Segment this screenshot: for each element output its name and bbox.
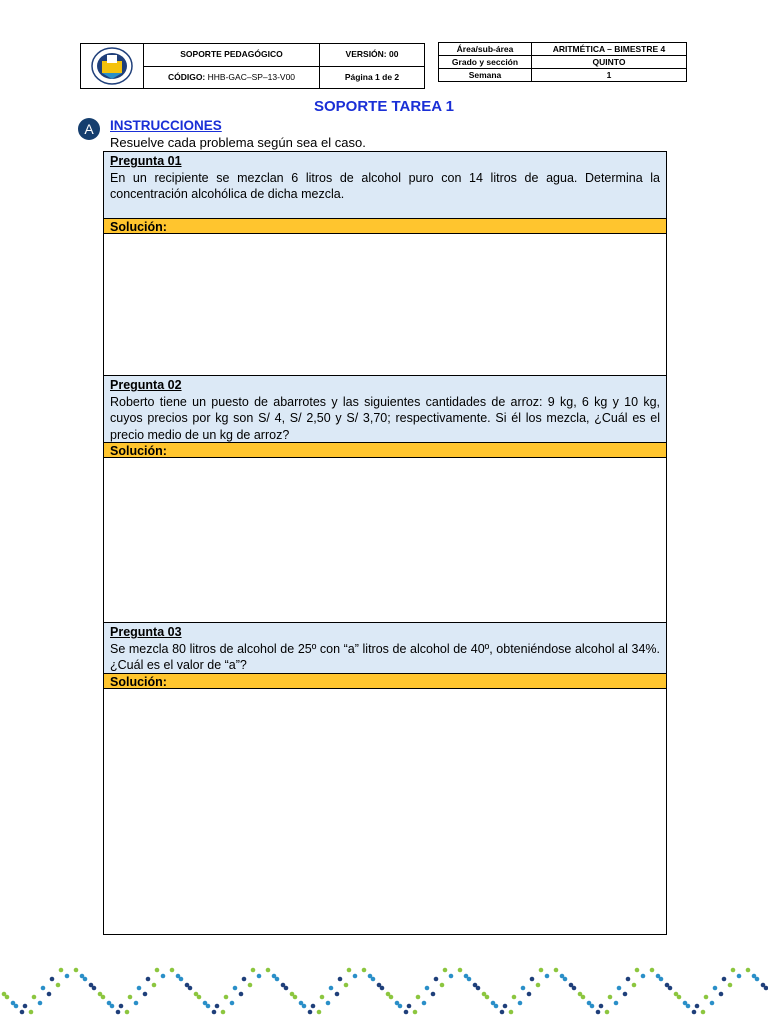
pattern-dot [512, 995, 517, 1000]
header-left-table [80, 43, 425, 89]
pattern-dot [239, 992, 244, 997]
pattern-dot [128, 995, 133, 1000]
pattern-dot [20, 1010, 25, 1015]
section-badge: A [78, 118, 100, 140]
pattern-dot [599, 1004, 604, 1009]
pattern-dot [266, 968, 271, 973]
question-label: Pregunta 02 [110, 378, 182, 392]
pattern-dot [746, 968, 751, 973]
pattern-dot [596, 1010, 601, 1015]
pattern-dot [38, 1001, 43, 1006]
pattern-dot [206, 1004, 211, 1009]
pattern-dot [5, 995, 10, 1000]
pattern-dot [179, 977, 184, 982]
school-crest-icon [90, 46, 134, 86]
question-label: Pregunta 03 [110, 625, 182, 639]
pattern-dot [50, 977, 55, 982]
pattern-dot [338, 977, 343, 982]
pattern-dot [221, 1010, 226, 1015]
pattern-dot [161, 974, 166, 979]
pattern-dot [467, 977, 472, 982]
pattern-dot [152, 983, 157, 988]
pattern-dot [101, 995, 106, 1000]
pattern-dot [119, 1004, 124, 1009]
pattern-dot [722, 977, 727, 982]
pattern-dot [425, 986, 430, 991]
question-text: En un recipiente se mezclan 6 litros de alcohol puro con 14 litros de agua. Determina la concentración alcohólica de dicha mezcla. [110, 170, 660, 201]
pattern-dot [509, 1010, 514, 1015]
pattern-dot [494, 1004, 499, 1009]
pattern-dot [626, 977, 631, 982]
pattern-dot [692, 1010, 697, 1015]
pattern-dot [56, 983, 61, 988]
pattern-dot [257, 974, 262, 979]
header-code-value: HHB-GAC–SP–13-V00 [207, 71, 296, 82]
solution-label: Solución: [104, 218, 666, 234]
pattern-dot [536, 983, 541, 988]
pattern-dot [527, 992, 532, 997]
pattern-dot [503, 1004, 508, 1009]
pattern-dot [362, 968, 367, 973]
header-area-label: Área/sub-área [439, 43, 532, 56]
pattern-dot [404, 1010, 409, 1015]
pattern-dot [74, 968, 79, 973]
pattern-dot [380, 986, 385, 991]
pattern-dot [728, 983, 733, 988]
question-header-2 [104, 376, 666, 442]
pattern-dot [563, 977, 568, 982]
pattern-dot [233, 986, 238, 991]
pattern-dot [443, 968, 448, 973]
solution-area-1[interactable] [104, 234, 666, 374]
question-text: Roberto tiene un puesto de abarrotes y las siguientes cantidades de arroz: 9 kg, 6 kg y 10 kg, cuyos precios por kg son S/ 4, S/ 2,50 y S/ 3,70; respectivamente. Si él los mezcla, ¿Cuál es el precio medio de un kg de arroz? [110, 394, 660, 442]
pattern-dot [695, 1004, 700, 1009]
pattern-dot [521, 986, 526, 991]
pattern-dot [719, 992, 724, 997]
header-grade-value: QUINTO [532, 56, 687, 69]
pattern-dot [275, 977, 280, 982]
pattern-dot [242, 977, 247, 982]
header-version: VERSIÓN: 00 [320, 44, 425, 67]
question-header-1 [104, 152, 666, 218]
school-logo [81, 44, 144, 89]
section-title: INSTRUCCIONES [110, 118, 222, 133]
pattern-dot [326, 1001, 331, 1006]
pattern-dot [389, 995, 394, 1000]
pattern-dot [170, 968, 175, 973]
pattern-dot [407, 1004, 412, 1009]
pattern-dot [590, 1004, 595, 1009]
question-header-3 [104, 623, 666, 673]
header-right-table [438, 42, 687, 82]
pattern-dot [650, 968, 655, 973]
pattern-dot [398, 1004, 403, 1009]
pattern-dot [572, 986, 577, 991]
pattern-dot [431, 992, 436, 997]
solution-area-2[interactable] [104, 458, 666, 621]
pattern-dot [554, 968, 559, 973]
pattern-dot [212, 1010, 217, 1015]
header-area-value: ARITMÉTICA – BIMESTRE 4 [532, 43, 687, 56]
header-week-label: Semana [439, 69, 532, 82]
pattern-dot [41, 986, 46, 991]
solution-label: Solución: [104, 673, 666, 689]
pattern-dot [422, 1001, 427, 1006]
pattern-dot [605, 1010, 610, 1015]
pattern-dot [347, 968, 352, 973]
header-doc-title: SOPORTE PEDAGÓGICO [144, 44, 320, 67]
pattern-dot [320, 995, 325, 1000]
pattern-dot [500, 1010, 505, 1015]
pattern-dot [155, 968, 160, 973]
solution-area-3[interactable] [104, 689, 666, 934]
pattern-dot [413, 1010, 418, 1015]
header-grade-label: Grado y sección [439, 56, 532, 69]
pattern-dot [344, 983, 349, 988]
pattern-dot [614, 1001, 619, 1006]
pattern-dot [686, 1004, 691, 1009]
header-code-label: CÓDIGO: [167, 71, 206, 82]
pattern-dot [434, 977, 439, 982]
pattern-dot [329, 986, 334, 991]
pattern-dot [371, 977, 376, 982]
pattern-dot [293, 995, 298, 1000]
header-page: Página 1 de 2 [320, 66, 425, 89]
pattern-dot [632, 983, 637, 988]
pattern-dot [230, 1001, 235, 1006]
pattern-dot [110, 1004, 115, 1009]
pattern-dot [353, 974, 358, 979]
pattern-dot [737, 974, 742, 979]
pattern-dot [608, 995, 613, 1000]
pattern-dot [704, 995, 709, 1000]
pattern-dot [530, 977, 535, 982]
pattern-dot [137, 986, 142, 991]
pattern-dot [659, 977, 664, 982]
pattern-dot [134, 1001, 139, 1006]
instruction-text: Resuelve cada problema según sea el caso. [110, 135, 366, 150]
pattern-dot [458, 968, 463, 973]
pattern-dot [47, 992, 52, 997]
pattern-dot [188, 986, 193, 991]
pattern-dot [143, 992, 148, 997]
question-block-3 [103, 622, 667, 935]
pattern-dot [677, 995, 682, 1000]
pattern-dot [476, 986, 481, 991]
pattern-dot [32, 995, 37, 1000]
pattern-dot [545, 974, 550, 979]
pattern-dot [518, 1001, 523, 1006]
question-block-2 [103, 375, 667, 623]
pattern-dot [83, 977, 88, 982]
pattern-dot [65, 974, 70, 979]
pattern-dot [311, 1004, 316, 1009]
pattern-dot [146, 977, 151, 982]
pattern-dot [641, 974, 646, 979]
pattern-dot [215, 1004, 220, 1009]
pattern-dot [440, 983, 445, 988]
pattern-dot [125, 1010, 130, 1015]
question-block-1 [103, 151, 667, 376]
pattern-dot [713, 986, 718, 991]
pattern-dot [755, 977, 760, 982]
pattern-dot [14, 1004, 19, 1009]
pattern-dot [701, 1010, 706, 1015]
pattern-dot [284, 986, 289, 991]
page-title: SOPORTE TAREA 1 [313, 98, 455, 115]
question-text: Se mezcla 80 litros de alcohol de 25º con “a” litros de alcohol de 40º, obteniéndose alcohol al 34%. ¿Cuál es el valor de “a”? [110, 641, 660, 672]
header-code [144, 66, 320, 89]
pattern-dot [539, 968, 544, 973]
pattern-dot [197, 995, 202, 1000]
pattern-dot [623, 992, 628, 997]
pattern-dot [59, 968, 64, 973]
pattern-dot [731, 968, 736, 973]
pattern-dot [581, 995, 586, 1000]
pattern-dot [335, 992, 340, 997]
pattern-dot [92, 986, 97, 991]
pattern-dot [248, 983, 253, 988]
pattern-dot [617, 986, 622, 991]
header-week-value: 1 [532, 69, 687, 82]
pattern-dot [251, 968, 256, 973]
pattern-dot [710, 1001, 715, 1006]
pattern-dot [302, 1004, 307, 1009]
pattern-dot [416, 995, 421, 1000]
pattern-dot [449, 974, 454, 979]
pattern-dot [224, 995, 229, 1000]
question-label: Pregunta 01 [110, 154, 182, 168]
pattern-dot [308, 1010, 313, 1015]
pattern-dot [485, 995, 490, 1000]
solution-label: Solución: [104, 442, 666, 458]
pattern-dot [29, 1010, 34, 1015]
pattern-dot [668, 986, 673, 991]
pattern-dot [23, 1004, 28, 1009]
decorative-dot-pattern [0, 960, 768, 1024]
pattern-dot [116, 1010, 121, 1015]
pattern-dot [317, 1010, 322, 1015]
pattern-dot [635, 968, 640, 973]
